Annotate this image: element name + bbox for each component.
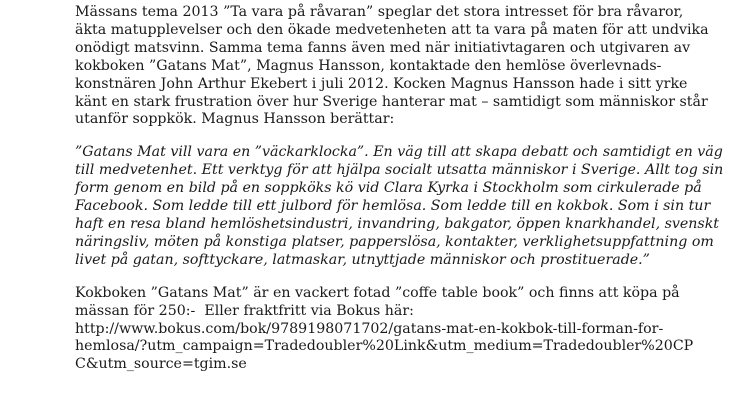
quote-line: livet på gatan, softtyckare, latmaskar, utnyttjade människor och prostituerade.” [75,251,650,268]
url-line: C&utm_source=tgim.se [75,356,247,373]
text-line: onödigt matsvinn. Samma tema fanns även med när initiativtagaren och utgivaren av [75,39,691,56]
paragraph-spacer [75,129,737,144]
quote-line: till medvetenhet. Ett verktyg för att hjälpa socialt utsatta människor i Sverige. Allt tog sin [75,162,724,179]
text-line: känt en stark frustration över hur Sverige hanterar mat – samtidigt som människor står [75,93,708,110]
url-line: hemlosa/?utm_campaign=Tradedoubler%20Link&utm_medium=Tradedoubler%20CP [75,338,694,355]
text-line: äkta matupplevelser och den ökade medvetenheten att ta vara på maten för att undvika [75,21,709,38]
quote-line: näringsliv, möten på konstiga platser, papperslösa, kontakter, verklighetsuppfattning om [75,233,714,250]
quote-line: ”Gatans Mat vill vara en ”väckarklocka”. En väg till att skapa debatt och samtidigt en väg [75,144,723,161]
document-body [75,4,737,374]
text-line: kokboken ”Gatans Mat”, Magnus Hansson, kontaktade den hemlöse överlevnads- [75,57,662,74]
text-line: utanför soppkök. Magnus Hansson berättar: [75,111,395,128]
paragraph-intro [75,4,737,129]
paragraph-quote [75,144,737,269]
text-line: Kokboken ”Gatans Mat” är en vackert fotad ”coffe table book” och finns att köpa på [75,284,680,301]
text-line: konstnären John Arthur Ekebert i juli 2012. Kocken Magnus Hansson hade i sitt yrke [75,75,688,92]
text-line: mässan för 250:- Eller fraktfritt via Bokus här: [75,302,414,319]
text-line: Mässans tema 2013 ”Ta vara på råvaran” speglar det stora intresset för bra råvaror, [75,4,684,20]
paragraph-purchase [75,285,737,375]
quote-line: Facebook. Som ledde till ett julbord för hemlösa. Som ledde till en kokbok. Som i sin tur [75,198,711,215]
quote-line: haft en resa bland hemlöshetsindustri, invandring, bakgator, öppen knarkhandel, svenskt [75,215,719,232]
paragraph-spacer [75,270,737,285]
url-line: http://www.bokus.com/bok/9789198071702/gatans-mat-en-kokbok-till-forman-for- [75,320,664,337]
quote-line: form genom en bild på en soppköks kö vid Clara Kyrka i Stockholm som cirkulerade på [75,180,702,197]
